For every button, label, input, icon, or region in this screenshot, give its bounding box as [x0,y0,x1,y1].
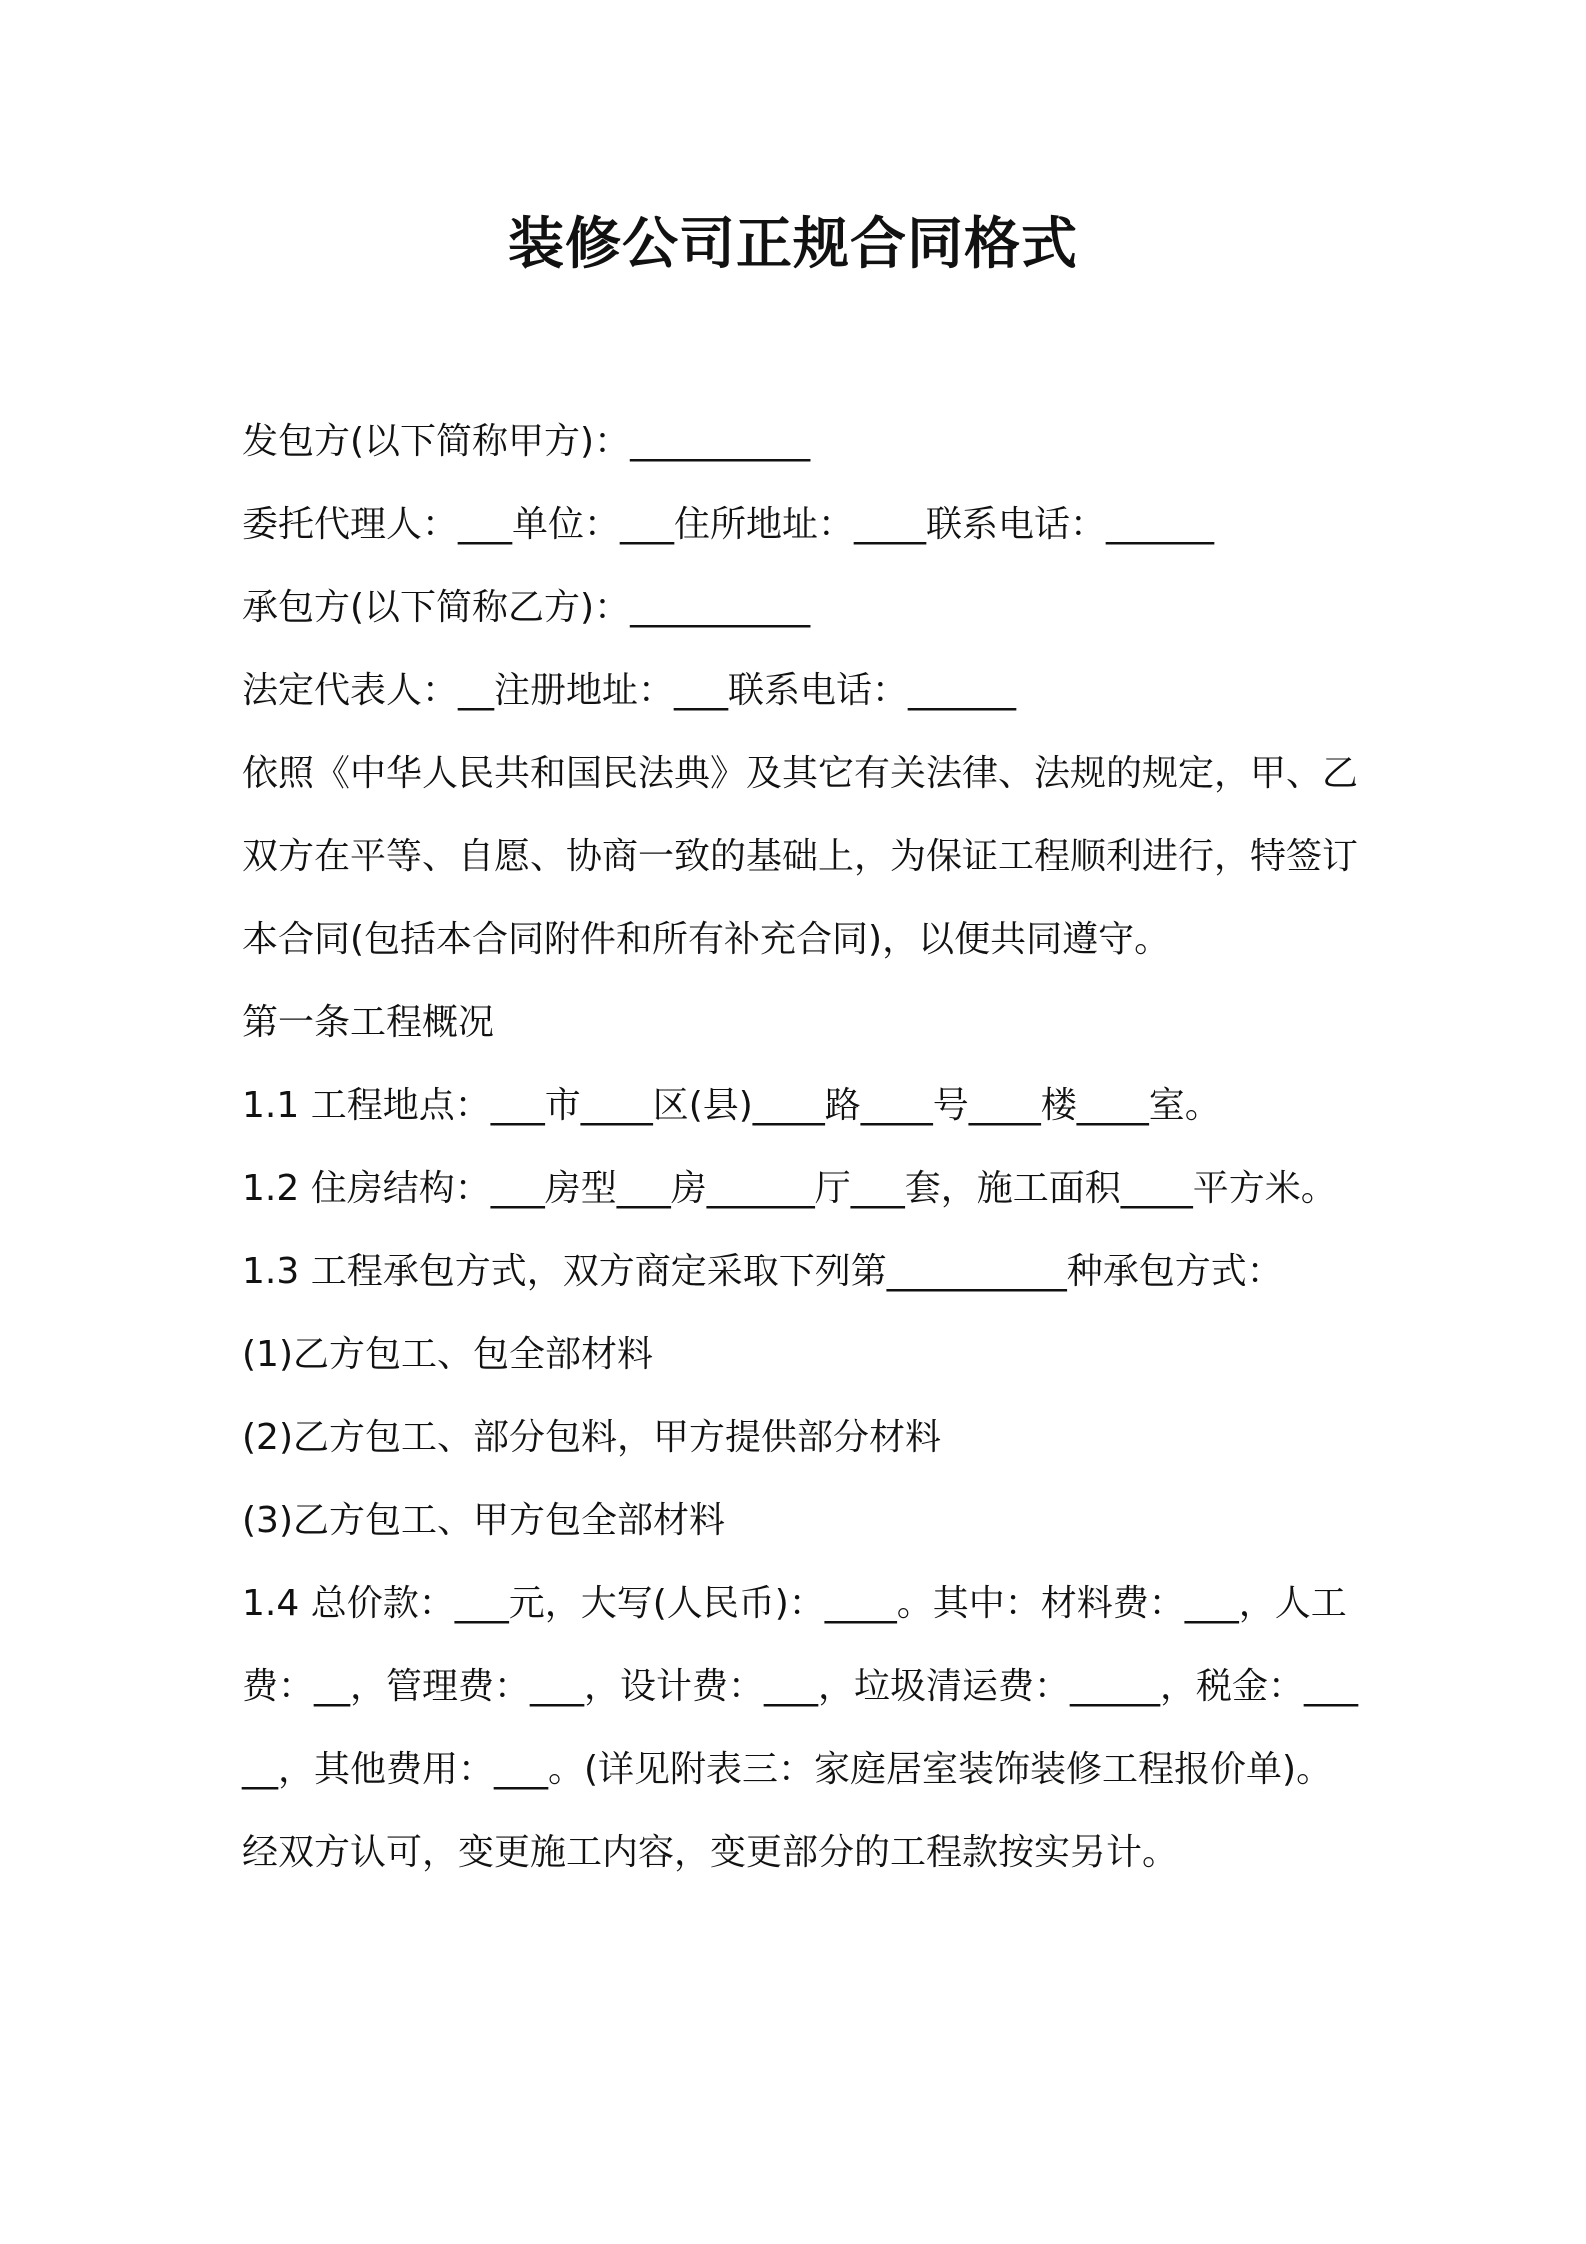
document-title: 装修公司正规合同格式 [508,212,1078,277]
option-1: (1)乙方包工、包全部材料 [242,1334,653,1375]
document-body [242,400,1362,1894]
agent-line: 委托代理人：___单位：___住所地址：____联系电话：______ [242,504,1215,545]
option-2: (2)乙方包工、部分包料，甲方提供部分材料 [242,1417,941,1458]
party-a-line: 发包方(以下简称甲方)：__________ [242,421,811,462]
option-3: (3)乙方包工、甲方包全部材料 [242,1500,725,1541]
party-b-line: 承包方(以下简称乙方)：__________ [242,587,811,628]
clause-1-1: 1.1 工程地点：___市____区(县)____路____号____楼____室。 [242,1085,1221,1126]
article-heading: 第一条工程概况 [242,1002,495,1043]
clause-1-2: 1.2 住房结构：___房型___房______厅___套，施工面积____平方米。 [242,1168,1337,1209]
clause-1-3: 1.3 工程承包方式，双方商定采取下列第__________种承包方式： [242,1251,1283,1292]
clause-1-4: 1.4 总价款：___元，大写(人民币)：____。其中：材料费：___，人工费：__，管理费：___，设计费：___，垃圾清运费：_____，税金：_____，其他费用：___。(详见附表三：家庭居室装饰装修工程报价单)。经双方认可，变更施工内容，变更部分的工程款按实另计。 [242,1583,1359,1873]
preamble-paragraph: 依照《中华人民共和国民法典》及其它有关法律、法规的规定，甲、乙双方在平等、自愿、协商一致的基础上，为保证工程顺利进行，特签订本合同(包括本合同附件和所有补充合同)，以便共同遵守。 [242,753,1359,960]
legal-rep-line: 法定代表人：__注册地址：___联系电话：______ [242,670,1017,711]
